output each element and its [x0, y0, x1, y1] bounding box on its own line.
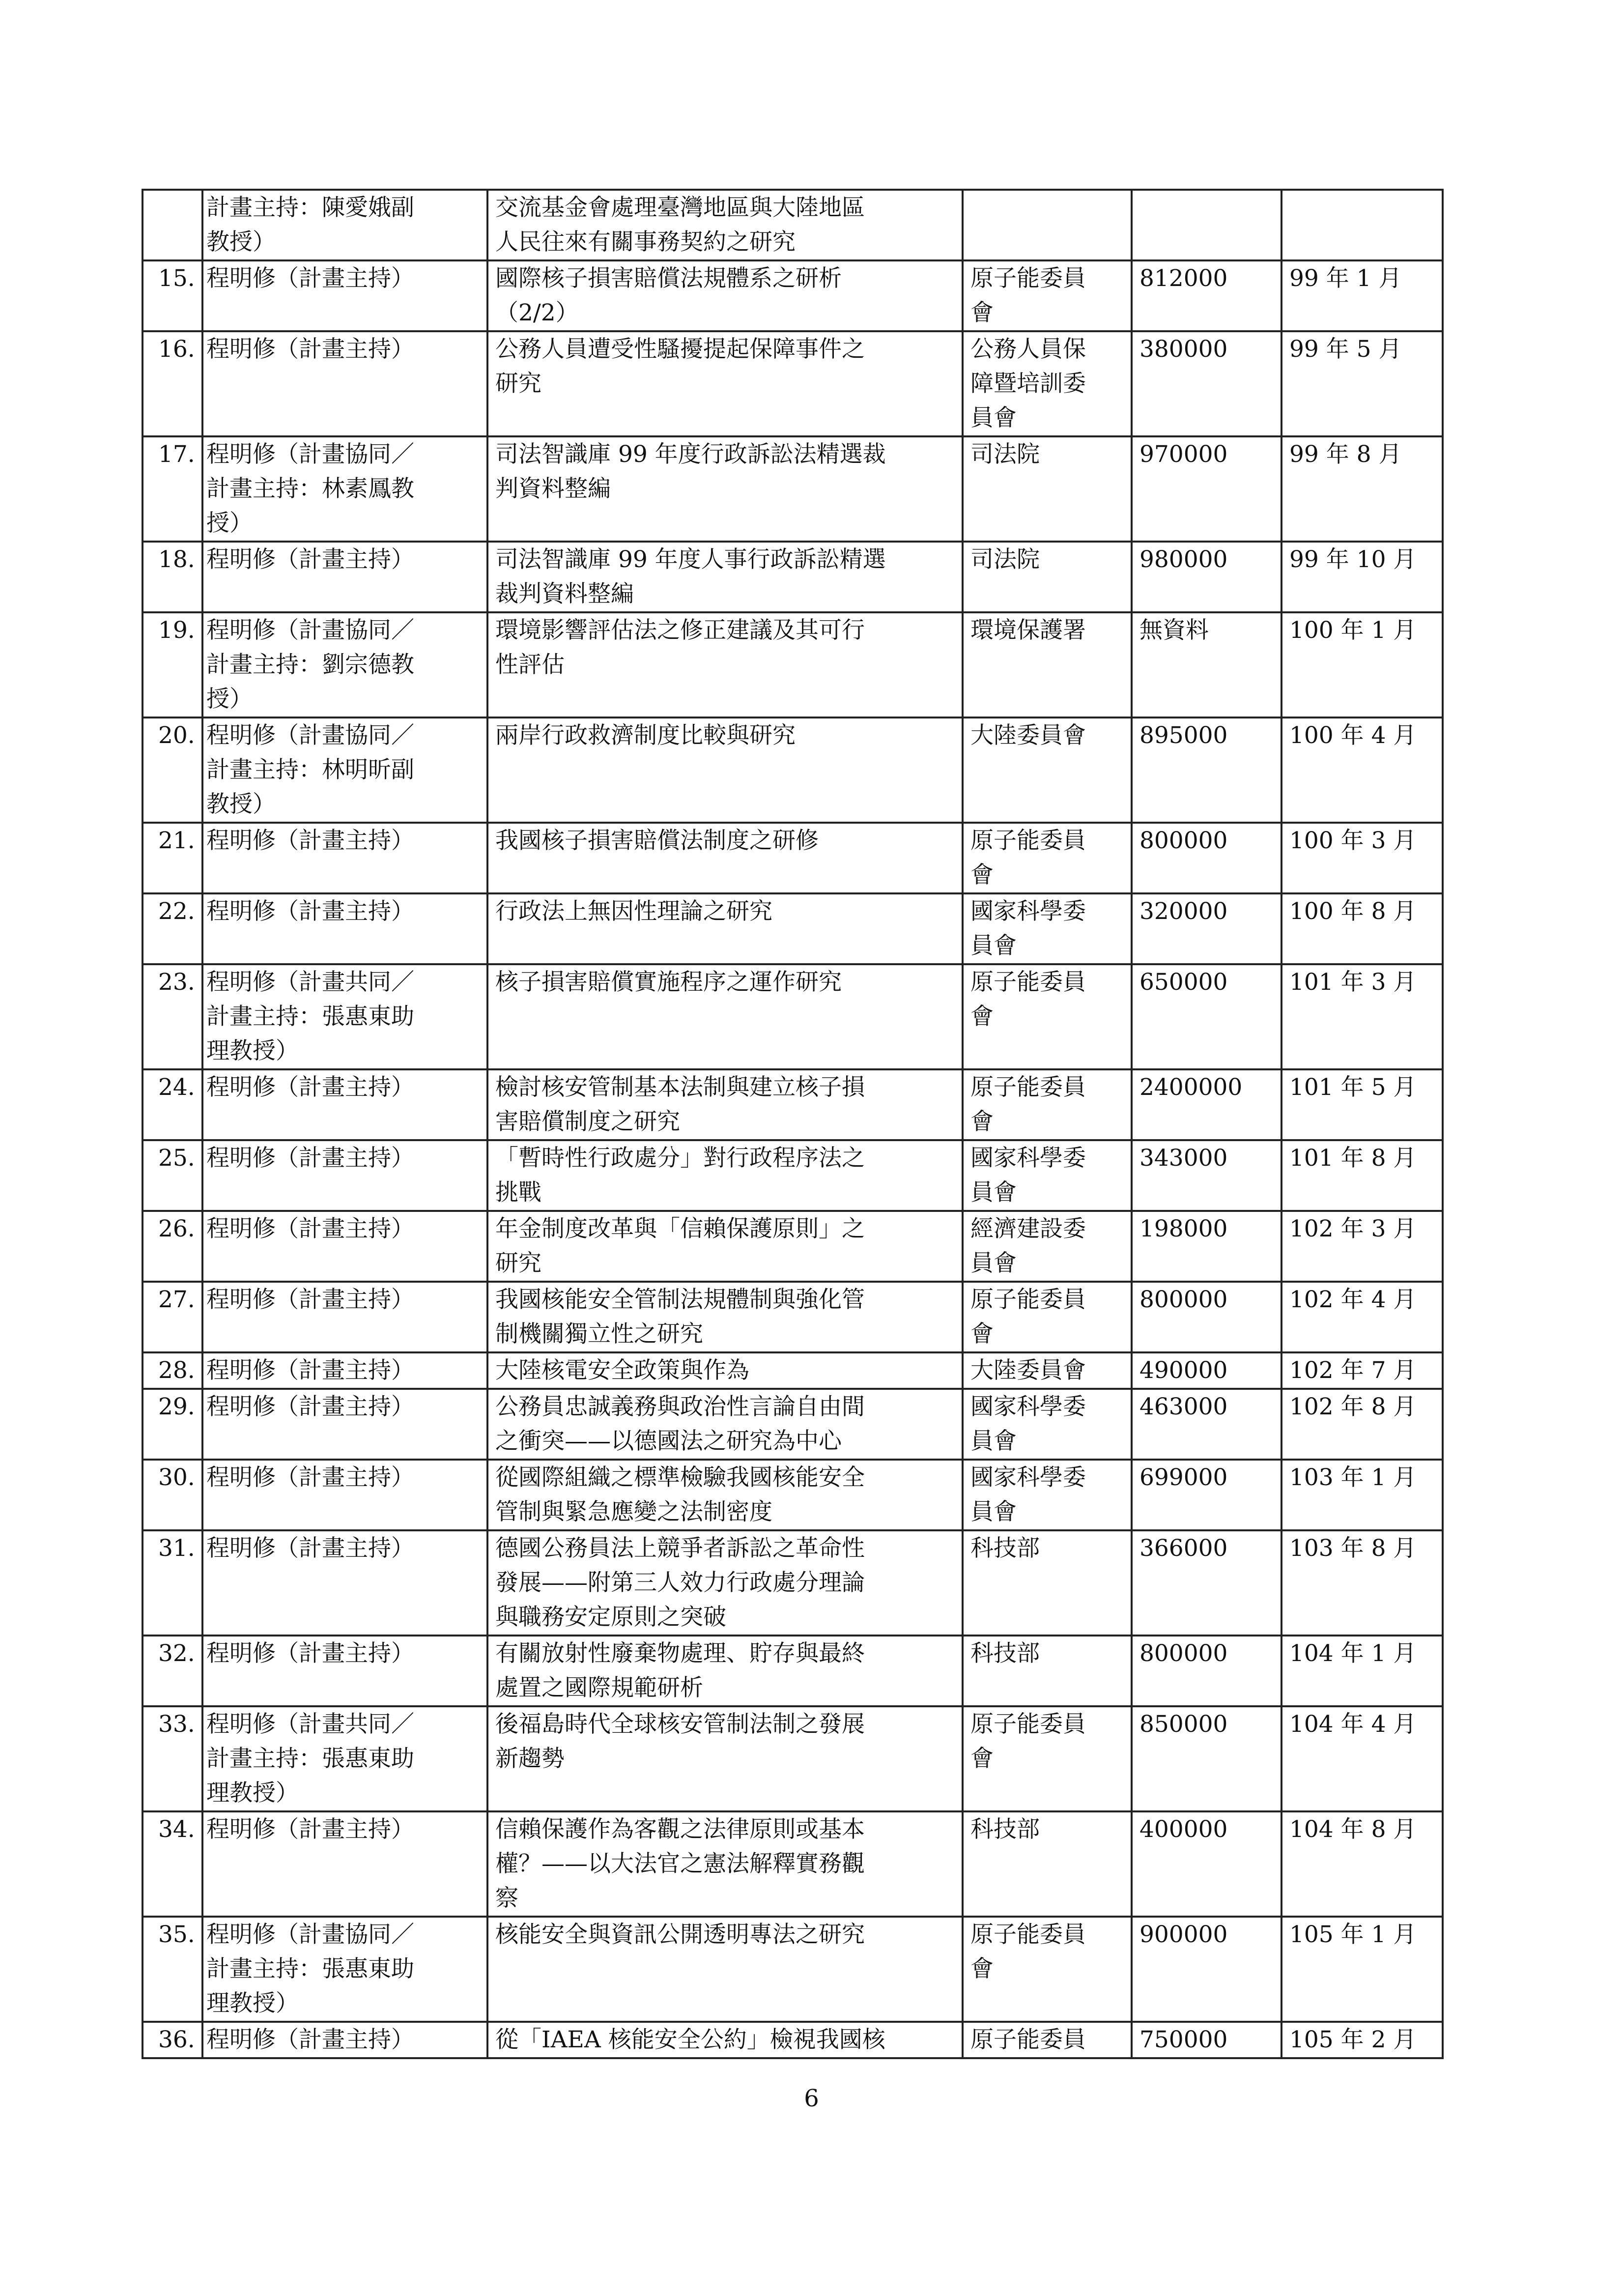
funding-agency-line: 員會	[970, 1250, 1017, 1277]
date-cell: 105 年 2 月	[1281, 2022, 1443, 2058]
funding-agency-line: 會	[970, 299, 994, 326]
project-title-line: 公務員忠誠義務與政治性言論自由間	[495, 1393, 865, 1420]
table-row	[142, 1811, 1443, 1917]
row-number-cell: 17.	[142, 436, 202, 542]
project-title-cell	[487, 190, 963, 260]
funding-agency-line: 原子能委員	[970, 969, 1086, 996]
funding-agency-cell	[963, 1917, 1132, 2022]
project-title-cell	[487, 1140, 963, 1211]
project-title-cell	[487, 1389, 963, 1460]
funding-agency-line: 原子能委員	[970, 265, 1086, 292]
amount-cell: 850000	[1132, 1706, 1281, 1811]
investigator-line: 程明修（計畫主持）	[206, 1535, 414, 1562]
project-title-cell	[487, 1530, 963, 1636]
investigator-line: 程明修（計畫主持）	[206, 1464, 414, 1491]
investigator-cell	[202, 1811, 487, 1917]
row-number-cell: 25.	[142, 1140, 202, 1211]
project-title-cell	[487, 893, 963, 964]
date-cell: 102 年 7 月	[1281, 1352, 1443, 1389]
funding-agency-line: 公務人員保	[970, 336, 1086, 363]
table-row	[142, 1389, 1443, 1460]
table-row	[142, 190, 1443, 260]
investigator-line: 程明修（計畫主持）	[206, 265, 414, 292]
amount-cell: 463000	[1132, 1389, 1281, 1460]
date-cell: 100 年 3 月	[1281, 823, 1443, 893]
investigator-line: 程明修（計畫主持）	[206, 1074, 414, 1101]
investigator-cell	[202, 1460, 487, 1530]
investigator-line: 理教授）	[206, 1779, 299, 1807]
row-number-cell: 24.	[142, 1069, 202, 1140]
table-row	[142, 436, 1443, 542]
table-row	[142, 1069, 1443, 1140]
project-title-line: 核能安全與資訊公開透明專法之研究	[495, 1921, 865, 1948]
table-row	[142, 718, 1443, 823]
project-title-line: 人民往來有關事務契約之研究	[495, 229, 796, 256]
date-cell: 101 年 3 月	[1281, 964, 1443, 1069]
row-number-cell: 34.	[142, 1811, 202, 1917]
investigator-cell	[202, 436, 487, 542]
row-number-cell: 36.	[142, 2022, 202, 2058]
project-title-line: 核子損害賠償實施程序之運作研究	[495, 969, 842, 996]
amount-cell: 無資料	[1132, 612, 1281, 718]
funding-agency-cell	[963, 1460, 1132, 1530]
investigator-cell	[202, 612, 487, 718]
funding-agency-line: 原子能委員	[970, 1921, 1086, 1948]
date-cell	[1281, 190, 1443, 260]
investigator-cell	[202, 260, 487, 331]
investigator-line: 計畫主持：林素鳳教	[206, 475, 414, 502]
project-title-cell	[487, 1460, 963, 1530]
funding-agency-line: 會	[970, 1745, 994, 1772]
investigator-line: 程明修（計畫主持）	[206, 336, 414, 363]
project-title-line: （2/2）	[495, 299, 579, 326]
row-number-cell: 19.	[142, 612, 202, 718]
funding-agency-cell	[963, 1636, 1132, 1706]
project-title-line: 察	[495, 1885, 518, 1912]
row-number-cell: 21.	[142, 823, 202, 893]
amount-cell: 800000	[1132, 1282, 1281, 1352]
date-cell: 100 年 4 月	[1281, 718, 1443, 823]
funding-agency-line: 員會	[970, 404, 1017, 431]
date-cell: 99 年 8 月	[1281, 436, 1443, 542]
funding-agency-line: 國家科學委	[970, 1393, 1086, 1420]
row-number-cell: 20.	[142, 718, 202, 823]
row-number-cell: 23.	[142, 964, 202, 1069]
funding-agency-cell	[963, 1389, 1132, 1460]
table-row	[142, 1282, 1443, 1352]
investigator-line: 計畫主持：張惠東助	[206, 1003, 414, 1030]
row-number-cell: 18.	[142, 542, 202, 612]
investigator-line: 程明修（計畫主持）	[206, 546, 414, 573]
funding-agency-line: 司法院	[970, 441, 1040, 468]
funding-agency-cell	[963, 1282, 1132, 1352]
funding-agency-line: 會	[970, 1955, 994, 1982]
project-title-cell	[487, 331, 963, 436]
amount-cell: 650000	[1132, 964, 1281, 1069]
funding-agency-line: 會	[970, 1108, 994, 1135]
date-cell: 99 年 5 月	[1281, 331, 1443, 436]
funding-agency-cell	[963, 190, 1132, 260]
funding-agency-cell	[963, 1811, 1132, 1917]
amount-cell: 812000	[1132, 260, 1281, 331]
table-row	[142, 1211, 1443, 1282]
investigator-line: 程明修（計畫主持）	[206, 1393, 414, 1420]
project-title-line: 之衝突——以德國法之研究為中心	[495, 1428, 842, 1455]
funding-agency-line: 會	[970, 861, 994, 889]
funding-agency-cell	[963, 718, 1132, 823]
project-title-line: 判資料整編	[495, 475, 611, 502]
project-title-line: 新趨勢	[495, 1745, 565, 1772]
project-title-cell	[487, 1706, 963, 1811]
funding-agency-line: 原子能委員	[970, 1074, 1086, 1101]
investigator-cell	[202, 2022, 487, 2058]
row-number-cell: 28.	[142, 1352, 202, 1389]
table-row	[142, 1636, 1443, 1706]
project-title-line: 發展——附第三人效力行政處分理論	[495, 1569, 865, 1596]
funding-agency-line: 會	[970, 1003, 994, 1030]
project-title-line: 公務人員遭受性騷擾提起保障事件之	[495, 336, 865, 363]
investigator-cell	[202, 1140, 487, 1211]
date-cell: 102 年 3 月	[1281, 1211, 1443, 1282]
investigator-line: 程明修（計畫主持）	[206, 1215, 414, 1242]
amount-cell: 800000	[1132, 823, 1281, 893]
project-title-line: 兩岸行政救濟制度比較與研究	[495, 722, 796, 749]
project-title-cell	[487, 1282, 963, 1352]
amount-cell: 699000	[1132, 1460, 1281, 1530]
date-cell: 100 年 8 月	[1281, 893, 1443, 964]
project-title-line: 交流基金會處理臺灣地區與大陸地區	[495, 194, 865, 221]
amount-cell: 750000	[1132, 2022, 1281, 2058]
investigator-line: 授）	[206, 686, 253, 713]
table-row	[142, 1706, 1443, 1811]
funding-agency-line: 會	[970, 1320, 994, 1348]
funding-agency-line: 國家科學委	[970, 1464, 1086, 1491]
investigator-cell	[202, 1389, 487, 1460]
investigator-line: 教授）	[206, 791, 276, 818]
investigator-line: 程明修（計畫協同／	[206, 441, 414, 468]
investigator-line: 計畫主持：張惠東助	[206, 1955, 414, 1982]
investigator-line: 程明修（計畫主持）	[206, 1145, 414, 1172]
research-projects-table	[142, 189, 1444, 2059]
amount-cell: 900000	[1132, 1917, 1281, 2022]
project-title-cell	[487, 964, 963, 1069]
amount-cell	[1132, 190, 1281, 260]
table-row	[142, 612, 1443, 718]
project-title-line: 司法智識庫 99 年度行政訴訟法精選裁	[495, 441, 886, 468]
table-row	[142, 1917, 1443, 2022]
amount-cell: 320000	[1132, 893, 1281, 964]
funding-agency-cell	[963, 542, 1132, 612]
project-title-line: 年金制度改革與「信賴保護原則」之	[495, 1215, 865, 1242]
funding-agency-cell	[963, 1706, 1132, 1811]
date-cell: 100 年 1 月	[1281, 612, 1443, 718]
investigator-cell	[202, 1282, 487, 1352]
project-title-cell	[487, 1917, 963, 2022]
amount-cell: 970000	[1132, 436, 1281, 542]
project-title-line: 行政法上無因性理論之研究	[495, 898, 772, 925]
project-title-cell	[487, 542, 963, 612]
funding-agency-cell	[963, 1069, 1132, 1140]
table-row	[142, 1140, 1443, 1211]
project-title-cell	[487, 436, 963, 542]
project-title-line: 有關放射性廢棄物處理、貯存與最終	[495, 1640, 865, 1667]
investigator-line: 程明修（計畫共同／	[206, 1711, 414, 1738]
project-title-line: 制機關獨立性之研究	[495, 1320, 703, 1348]
investigator-line: 理教授）	[206, 1037, 299, 1064]
project-title-cell	[487, 1352, 963, 1389]
date-cell: 104 年 4 月	[1281, 1706, 1443, 1811]
project-title-line: 德國公務員法上競爭者訴訟之革命性	[495, 1535, 865, 1562]
investigator-line: 理教授）	[206, 1990, 299, 2017]
project-title-line: 司法智識庫 99 年度人事行政訴訟精選	[495, 546, 886, 573]
funding-agency-line: 科技部	[970, 1816, 1040, 1843]
project-title-cell	[487, 823, 963, 893]
investigator-cell	[202, 964, 487, 1069]
table-row	[142, 2022, 1443, 2058]
investigator-line: 授）	[206, 510, 253, 537]
amount-cell: 2400000	[1132, 1069, 1281, 1140]
date-cell: 101 年 5 月	[1281, 1069, 1443, 1140]
investigator-cell	[202, 190, 487, 260]
amount-cell: 895000	[1132, 718, 1281, 823]
project-title-line: 大陸核電安全政策與作為	[495, 1357, 749, 1384]
amount-cell: 490000	[1132, 1352, 1281, 1389]
project-title-cell	[487, 718, 963, 823]
funding-agency-line: 員會	[970, 1179, 1017, 1206]
table-row	[142, 331, 1443, 436]
date-cell: 104 年 1 月	[1281, 1636, 1443, 1706]
funding-agency-line: 國家科學委	[970, 1145, 1086, 1172]
table-row	[142, 1460, 1443, 1530]
investigator-line: 程明修（計畫協同／	[206, 1921, 414, 1948]
project-title-line: 環境影響評估法之修正建議及其可行	[495, 617, 865, 644]
funding-agency-line: 經濟建設委	[970, 1215, 1086, 1242]
row-number-cell: 30.	[142, 1460, 202, 1530]
funding-agency-cell	[963, 1352, 1132, 1389]
table-row	[142, 1352, 1443, 1389]
investigator-line: 程明修（計畫主持）	[206, 1816, 414, 1843]
funding-agency-line: 司法院	[970, 546, 1040, 573]
project-title-cell	[487, 1636, 963, 1706]
funding-agency-cell	[963, 331, 1132, 436]
project-title-line: 從「IAEA 核能安全公約」檢視我國核	[495, 2026, 885, 2053]
project-title-cell	[487, 1069, 963, 1140]
row-number-cell: 15.	[142, 260, 202, 331]
row-number-cell: 16.	[142, 331, 202, 436]
investigator-cell	[202, 1706, 487, 1811]
project-title-line: 從國際組織之標準檢驗我國核能安全	[495, 1464, 865, 1491]
funding-agency-cell	[963, 823, 1132, 893]
project-title-line: 檢討核安管制基本法制與建立核子損	[495, 1074, 865, 1101]
amount-cell: 380000	[1132, 331, 1281, 436]
row-number-cell: 29.	[142, 1389, 202, 1460]
funding-agency-cell	[963, 1211, 1132, 1282]
amount-cell: 980000	[1132, 542, 1281, 612]
date-cell: 103 年 8 月	[1281, 1530, 1443, 1636]
investigator-line: 計畫主持：林明昕副	[206, 756, 414, 783]
row-number-cell: 31.	[142, 1530, 202, 1636]
row-number-cell	[142, 190, 202, 260]
project-title-line: 信賴保護作為客觀之法律原則或基本	[495, 1816, 865, 1843]
date-cell: 101 年 8 月	[1281, 1140, 1443, 1211]
funding-agency-line: 科技部	[970, 1535, 1040, 1562]
funding-agency-line: 國家科學委	[970, 898, 1086, 925]
funding-agency-cell	[963, 1140, 1132, 1211]
investigator-cell	[202, 893, 487, 964]
project-title-cell	[487, 612, 963, 718]
funding-agency-line: 環境保護署	[970, 617, 1086, 644]
investigator-line: 程明修（計畫主持）	[206, 1286, 414, 1313]
funding-agency-cell	[963, 1530, 1132, 1636]
funding-agency-line: 原子能委員	[970, 1711, 1086, 1738]
investigator-cell	[202, 718, 487, 823]
table-body	[142, 190, 1443, 2058]
amount-cell: 366000	[1132, 1530, 1281, 1636]
investigator-line: 教授）	[206, 229, 276, 256]
amount-cell: 343000	[1132, 1140, 1281, 1211]
table-row	[142, 964, 1443, 1069]
investigator-line: 計畫主持：張惠東助	[206, 1745, 414, 1772]
project-title-line: 後福島時代全球核安管制法制之發展	[495, 1711, 865, 1738]
date-cell: 104 年 8 月	[1281, 1811, 1443, 1917]
amount-cell: 400000	[1132, 1811, 1281, 1917]
project-title-line: 挑戰	[495, 1179, 541, 1206]
investigator-line: 程明修（計畫主持）	[206, 1357, 414, 1384]
investigator-cell	[202, 1352, 487, 1389]
project-title-line: 性評估	[495, 651, 565, 678]
investigator-cell	[202, 1069, 487, 1140]
investigator-cell	[202, 542, 487, 612]
investigator-line: 程明修（計畫協同／	[206, 617, 414, 644]
amount-cell: 800000	[1132, 1636, 1281, 1706]
investigator-cell	[202, 1636, 487, 1706]
investigator-line: 程明修（計畫主持）	[206, 1640, 414, 1667]
table-row	[142, 823, 1443, 893]
row-number-cell: 32.	[142, 1636, 202, 1706]
row-number-cell: 35.	[142, 1917, 202, 2022]
date-cell: 99 年 1 月	[1281, 260, 1443, 331]
row-number-cell: 22.	[142, 893, 202, 964]
investigator-cell	[202, 1211, 487, 1282]
funding-agency-cell	[963, 893, 1132, 964]
amount-cell: 198000	[1132, 1211, 1281, 1282]
project-title-line: 權？——以大法官之憲法解釋實務觀	[495, 1850, 865, 1877]
date-cell: 102 年 4 月	[1281, 1282, 1443, 1352]
investigator-cell	[202, 1530, 487, 1636]
project-title-line: 管制與緊急應變之法制密度	[495, 1498, 772, 1525]
project-title-line: 害賠償制度之研究	[495, 1108, 680, 1135]
project-title-cell	[487, 260, 963, 331]
project-title-line: 處置之國際規範研析	[495, 1674, 703, 1701]
row-number-cell: 27.	[142, 1282, 202, 1352]
project-title-line: 國際核子損害賠償法規體系之研析	[495, 265, 842, 292]
funding-agency-line: 障暨培訓委	[970, 370, 1086, 397]
funding-agency-cell	[963, 436, 1132, 542]
investigator-line: 程明修（計畫共同／	[206, 969, 414, 996]
funding-agency-line: 大陸委員會	[970, 722, 1086, 749]
investigator-cell	[202, 1917, 487, 2022]
date-cell: 99 年 10 月	[1281, 542, 1443, 612]
funding-agency-line: 原子能委員	[970, 2026, 1086, 2053]
date-cell: 105 年 1 月	[1281, 1917, 1443, 2022]
funding-agency-line: 員會	[970, 932, 1017, 959]
project-title-line: 我國核能安全管制法規體制與強化管	[495, 1286, 865, 1313]
project-title-line: 「暫時性行政處分」對行政程序法之	[495, 1145, 865, 1172]
project-title-line: 研究	[495, 370, 541, 397]
investigator-line: 計畫主持：陳愛娥副	[206, 194, 414, 221]
funding-agency-cell	[963, 612, 1132, 718]
project-title-cell	[487, 2022, 963, 2058]
project-title-cell	[487, 1211, 963, 1282]
table-row	[142, 260, 1443, 331]
funding-agency-line: 員會	[970, 1498, 1017, 1525]
funding-agency-line: 員會	[970, 1428, 1017, 1455]
date-cell: 103 年 1 月	[1281, 1460, 1443, 1530]
funding-agency-cell	[963, 964, 1132, 1069]
funding-agency-cell	[963, 260, 1132, 331]
project-title-line: 我國核子損害賠償法制度之研修	[495, 827, 819, 854]
funding-agency-line: 原子能委員	[970, 1286, 1086, 1313]
funding-agency-line: 原子能委員	[970, 827, 1086, 854]
project-title-line: 與職務安定原則之突破	[495, 1604, 726, 1631]
investigator-cell	[202, 823, 487, 893]
project-title-line: 裁判資料整編	[495, 580, 634, 607]
investigator-line: 程明修（計畫協同／	[206, 722, 414, 749]
table-row	[142, 1530, 1443, 1636]
project-title-line: 研究	[495, 1250, 541, 1277]
investigator-line: 程明修（計畫主持）	[206, 2026, 414, 2053]
funding-agency-line: 大陸委員會	[970, 1357, 1086, 1384]
investigator-line: 程明修（計畫主持）	[206, 827, 414, 854]
table-row	[142, 542, 1443, 612]
investigator-cell	[202, 331, 487, 436]
funding-agency-cell	[963, 2022, 1132, 2058]
page-number: 6	[804, 2085, 819, 2112]
investigator-line: 計畫主持：劉宗德教	[206, 651, 414, 678]
funding-agency-line: 科技部	[970, 1640, 1040, 1667]
date-cell: 102 年 8 月	[1281, 1389, 1443, 1460]
row-number-cell: 26.	[142, 1211, 202, 1282]
project-title-cell	[487, 1811, 963, 1917]
table-row	[142, 893, 1443, 964]
row-number-cell: 33.	[142, 1706, 202, 1811]
investigator-line: 程明修（計畫主持）	[206, 898, 414, 925]
